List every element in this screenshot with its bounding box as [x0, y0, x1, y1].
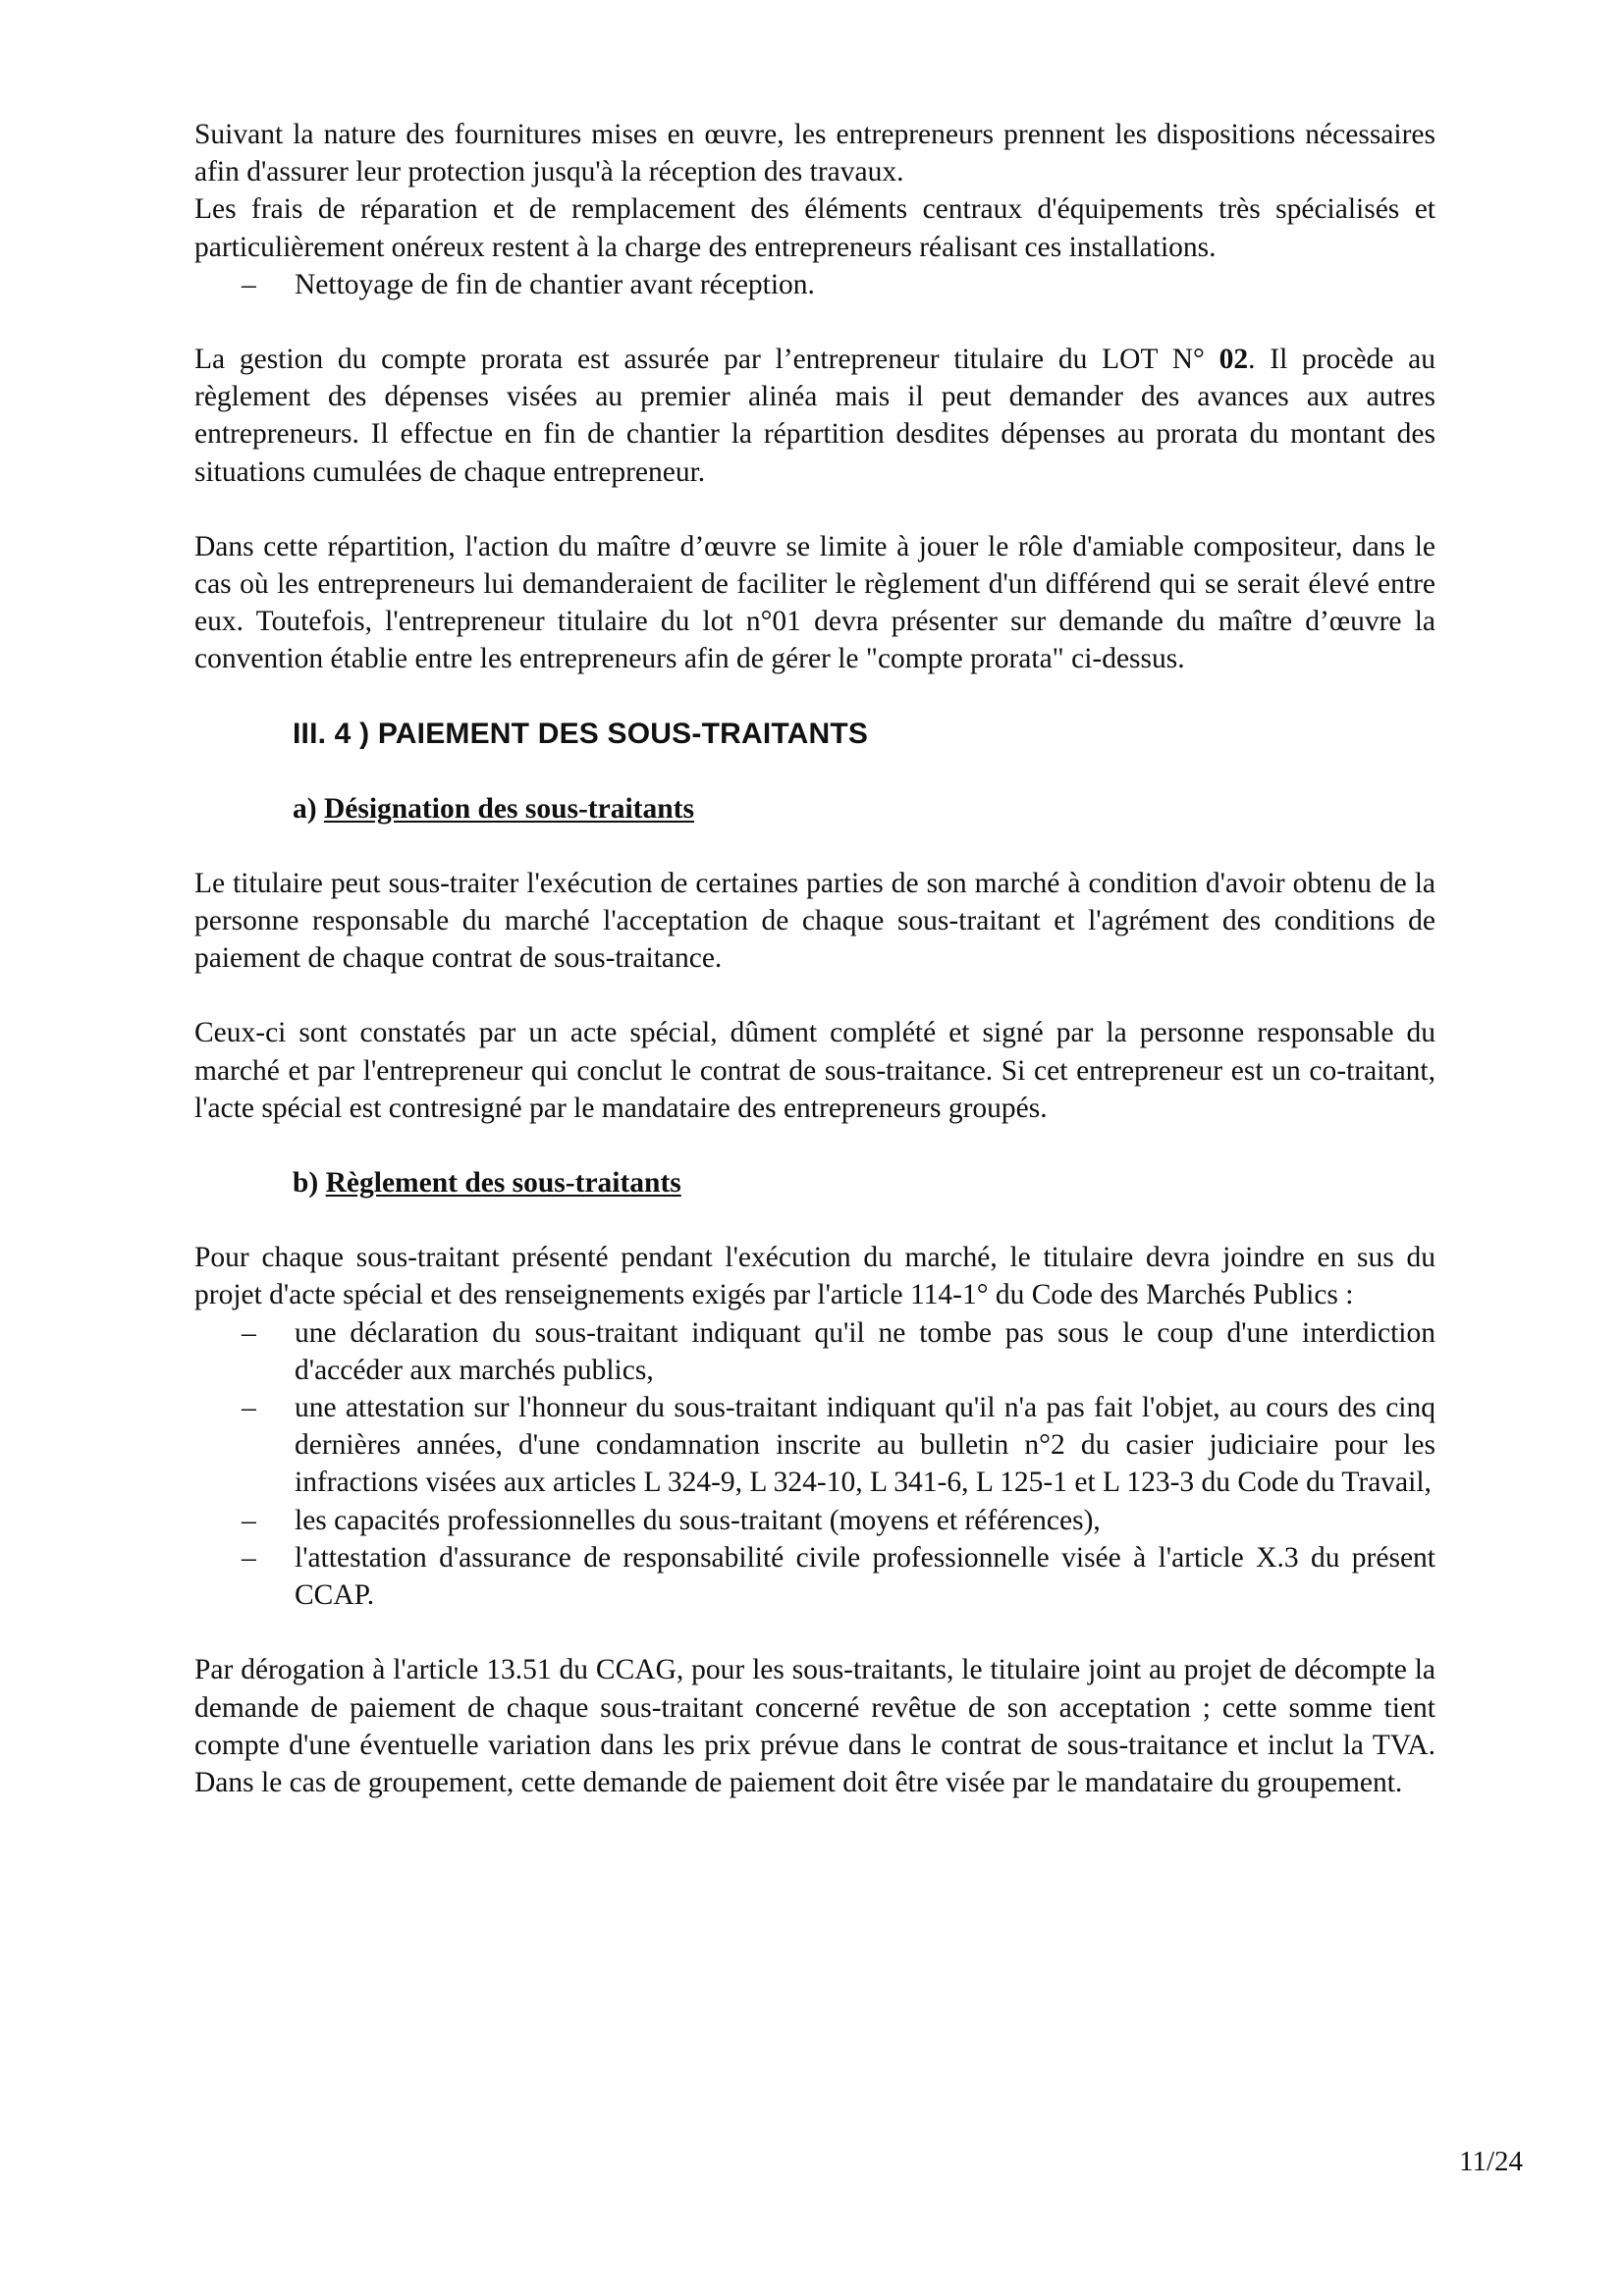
requirements-list [194, 1314, 1435, 1615]
prorata-text-start: La gestion du compte prorata est assurée par l’entrepreneur titulaire du LOT N° [194, 344, 1219, 376]
intro-paragraph-1: Suivant la nature des fournitures mises en œuvre, les entrepreneurs prennent les dispositions nécessaires afin d'assurer leur protection jusqu'à la réception des travaux. [194, 119, 1435, 188]
designation-paragraph-2: Ceux-ci sont constatés par un acte spécial, dûment complété et signé par la personne responsable du marché et par l'entrepreneur qui conclut le contrat de sous-traitance. Si cet entrepreneur est un co-traitant, l'acte spécial est contresigné par le mandataire des entrepreneurs groupés. [194, 1017, 1435, 1124]
dash-bullet-icon: – [242, 1316, 256, 1349]
list-item-text: une déclaration du sous-traitant indiquant qu'il ne tombe pas sous le coup d'une interdiction d'accéder aux marchés publics, [295, 1316, 1435, 1386]
subheading-a-title: Désignation des sous-traitants [323, 792, 694, 825]
list-item [194, 1502, 1435, 1539]
page-number: 11/24 [1459, 2146, 1523, 2177]
subheading-a [293, 790, 1435, 828]
page-body [194, 116, 1435, 1801]
dash-bullet-icon: – [242, 1541, 256, 1574]
lot-number: 02 [1218, 344, 1249, 376]
list-item [194, 1389, 1435, 1502]
list-item [194, 266, 1435, 303]
dash-bullet-icon: – [242, 1504, 256, 1536]
section-heading: III. 4 ) PAIEMENT DES SOUS-TRAITANTS [293, 717, 869, 750]
prorata-paragraph-1 [194, 341, 1435, 491]
list-item-text: les capacités professionnelles du sous-traitant (moyens et références), [295, 1504, 1101, 1536]
intro-paragraph-2: Les frais de réparation et de remplacement des éléments centraux d'équipements très spécialisés et particulièrement onéreux restent à la charge des entrepreneurs réalisant ces installations. [194, 193, 1435, 263]
subheading-b [293, 1164, 1435, 1201]
intro-bullet-list [194, 266, 1435, 303]
reglement-paragraph-2: Par dérogation à l'article 13.51 du CCAG, pour les sous-traitants, le titulaire joint au projet de décompte la demande de paiement de chaque sous-traitant concerné revêtue de son acceptation ; cette somme tient compte d'une éventuelle variation dans les prix prévue dans le contrat de sous-traitance et inclut la TVA. Dans le cas de groupement, cette demande de paiement doit être visée par le mandataire du groupement. [194, 1654, 1435, 1798]
prorata-paragraph-2: Dans cette répartition, l'action du maître d’œuvre se limite à jouer le rôle d'amiable compositeur, dans le cas où les entrepreneurs lui demanderaient de faciliter le règlement d'un différend qui se serait élevé entre eux. Toutefois, l'entrepreneur titulaire du lot n°01 devra présenter sur demande du maître d’œuvre la convention établie entre les entrepreneurs afin de gérer le "compte prorata" ci-dessus. [194, 530, 1435, 675]
list-item-text: une attestation sur l'honneur du sous-traitant indiquant qu'il n'a pas fait l'objet, au cours des cinq dernières années, d'une condamnation inscrite au bulletin n°2 du casier judiciaire pour les infractions visées aux articles L 324-9, L 324-10, L 341-6, L 125-1 et L 123-3 du Code du Travail, [295, 1392, 1435, 1499]
subheading-b-prefix: b) [293, 1167, 326, 1200]
list-item [194, 1314, 1435, 1389]
subheading-b-title: Règlement des sous-traitants [325, 1167, 681, 1200]
designation-paragraph-1: Le titulaire peut sous-traiter l'exécution de certaines parties de son marché à condition d'avoir obtenu de la personne responsable du marché l'acceptation de chaque sous-traitant et l'agrément des conditions de paiement de chaque contrat de sous-traitance. [194, 867, 1435, 975]
dash-bullet-icon: – [242, 1392, 256, 1424]
prorata-text-end: . Il procède au règlement des dépenses visées au premier alinéa mais il peut demander des avances aux autres entrepreneurs. Il effectue en fin de chantier la répartition desdites dépenses au prorata du montant des situations cumulées de chaque entrepreneur. [194, 344, 1435, 488]
subheading-a-prefix: a) [293, 792, 324, 825]
list-item [194, 1539, 1435, 1614]
list-item-text: l'attestation d'assurance de responsabilité civile professionnelle visée à l'article X.3 du présent CCAP. [295, 1541, 1435, 1612]
reglement-paragraph-1: Pour chaque sous-traitant présenté pendant l'exécution du marché, le titulaire devra joindre en sus du projet d'acte spécial et des renseignements exigés par l'article 114-1° du Code des Marchés Publics : [194, 1242, 1435, 1311]
dash-bullet-icon: – [242, 268, 256, 300]
list-item-text: Nettoyage de fin de chantier avant réception. [295, 268, 815, 300]
